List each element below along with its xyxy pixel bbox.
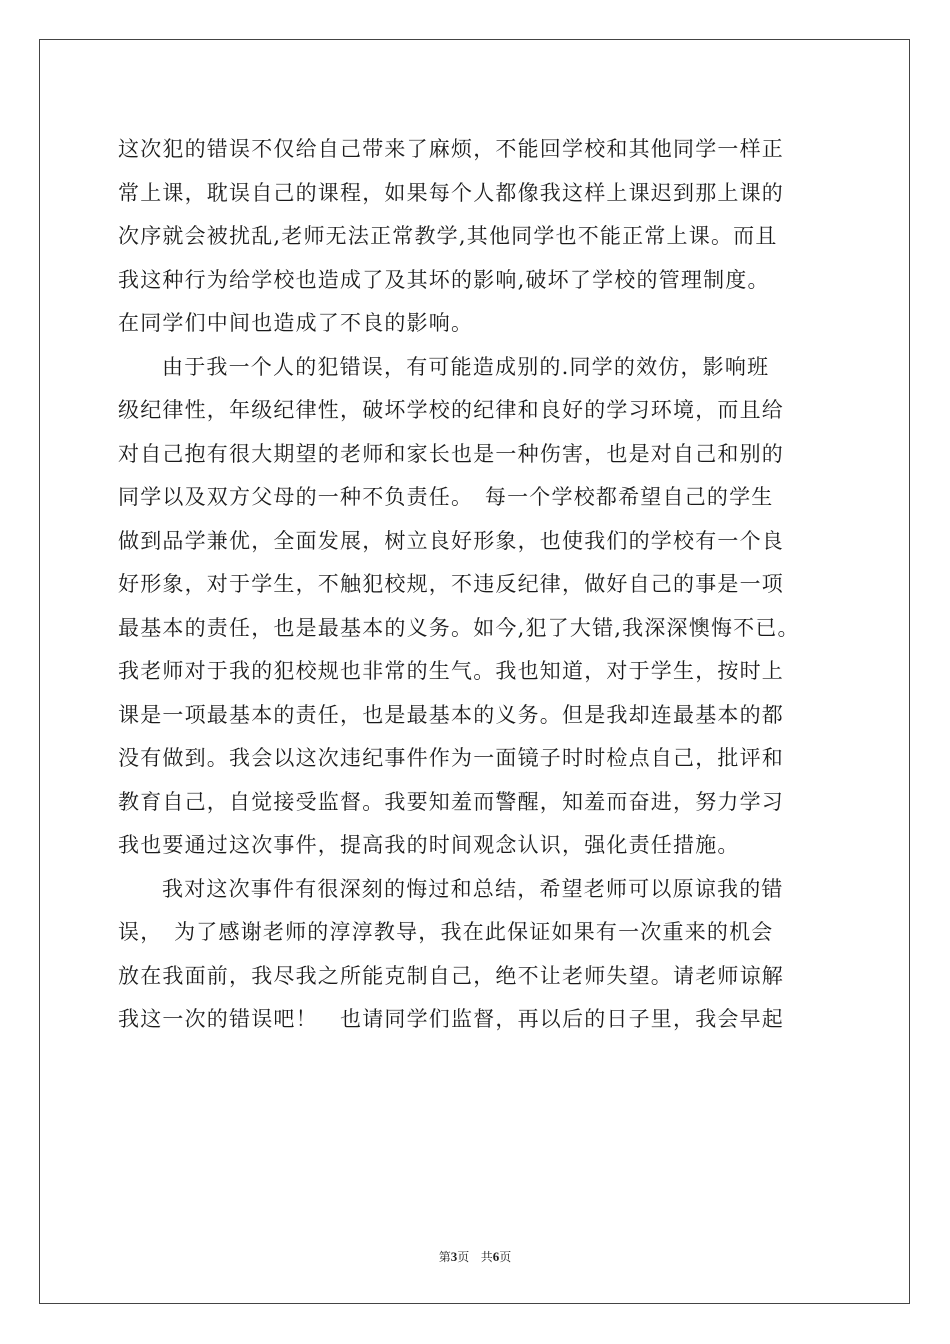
paragraph-1	[118, 128, 858, 346]
paragraph-3	[118, 868, 858, 1042]
text-line: 放在我面前，我尽我之所能克制自己，绝不让老师失望。请老师谅解	[118, 963, 784, 988]
text-line: 做到品学兼优，全面发展，树立良好形象，也使我们的学校有一个良	[118, 528, 784, 553]
page-footer	[0, 1248, 950, 1265]
total-pages: 6	[492, 1249, 500, 1264]
text-line: 次序就会被扰乱,老师无法正常教学,其他同学也不能正常上课。而且	[118, 224, 778, 248]
text-line: 好形象，对于学生，不触犯校规，不违反纪律，做好自己的事是一项	[118, 572, 784, 596]
text-line: 教育自己，自觉接受监督。我要知羞而警醒，知羞而奋进，努力学习	[118, 789, 784, 814]
text-line: 常上课，耽误自己的课程，如果每个人都像我这样上课迟到那上课的	[118, 180, 784, 205]
text-line: 对自己抱有很大期望的老师和家长也是一种伤害，也是对自己和别的	[118, 441, 784, 466]
text-line: 级纪律性，年级纪律性，破坏学校的纪律和良好的学习环境，而且给	[118, 398, 784, 422]
page-suffix: 页	[457, 1250, 470, 1264]
text-line: 误， 为了感谢老师的淳淳教导，我在此保证如果有一次重来的机会	[118, 920, 774, 944]
text-line: 这次犯的错误不仅给自己带来了麻烦，不能回学校和其他同学一样正	[118, 137, 784, 161]
total-suffix: 页	[499, 1250, 512, 1264]
text-line: 课是一项最基本的责任，也是最基本的义务。但是我却连最基本的都	[118, 702, 784, 727]
text-line: 我老师对于我的犯校规也非常的生气。我也知道，对于学生，按时上	[118, 659, 784, 683]
text-line: 没有做到。我会以这次违纪事件作为一面镜子时时检点自己，批评和	[118, 746, 784, 770]
total-prefix: 共	[480, 1250, 493, 1264]
page-prefix: 第	[438, 1250, 451, 1264]
text-line: 我这一次的错误吧！ 也请同学们监督，再以后的日子里，我会早起	[118, 1007, 784, 1031]
text-line: 我对这次事件有很深刻的悔过和总结，希望老师可以原谅我的错	[162, 876, 784, 901]
text-line: 在同学们中间也造成了不良的影响。	[118, 311, 474, 335]
text-line: 我这种行为给学校也造成了及其坏的影响,破坏了学校的管理制度。	[118, 267, 770, 292]
page-number: 3	[450, 1249, 458, 1264]
text-line: 最基本的责任，也是最基本的义务。如今,犯了大错,我深深懊悔不已。	[118, 615, 800, 640]
text-line: 同学以及双方父母的一种不负责任。 每一个学校都希望自己的学生	[118, 485, 774, 509]
paragraph-2	[118, 346, 858, 868]
text-line: 由于我一个人的犯错误，有可能造成别的.同学的效仿，影响班	[162, 354, 770, 379]
text-line: 我也要通过这次事件，提高我的时间观念认识，强化责任措施。	[118, 833, 740, 857]
document-body	[118, 128, 858, 1042]
